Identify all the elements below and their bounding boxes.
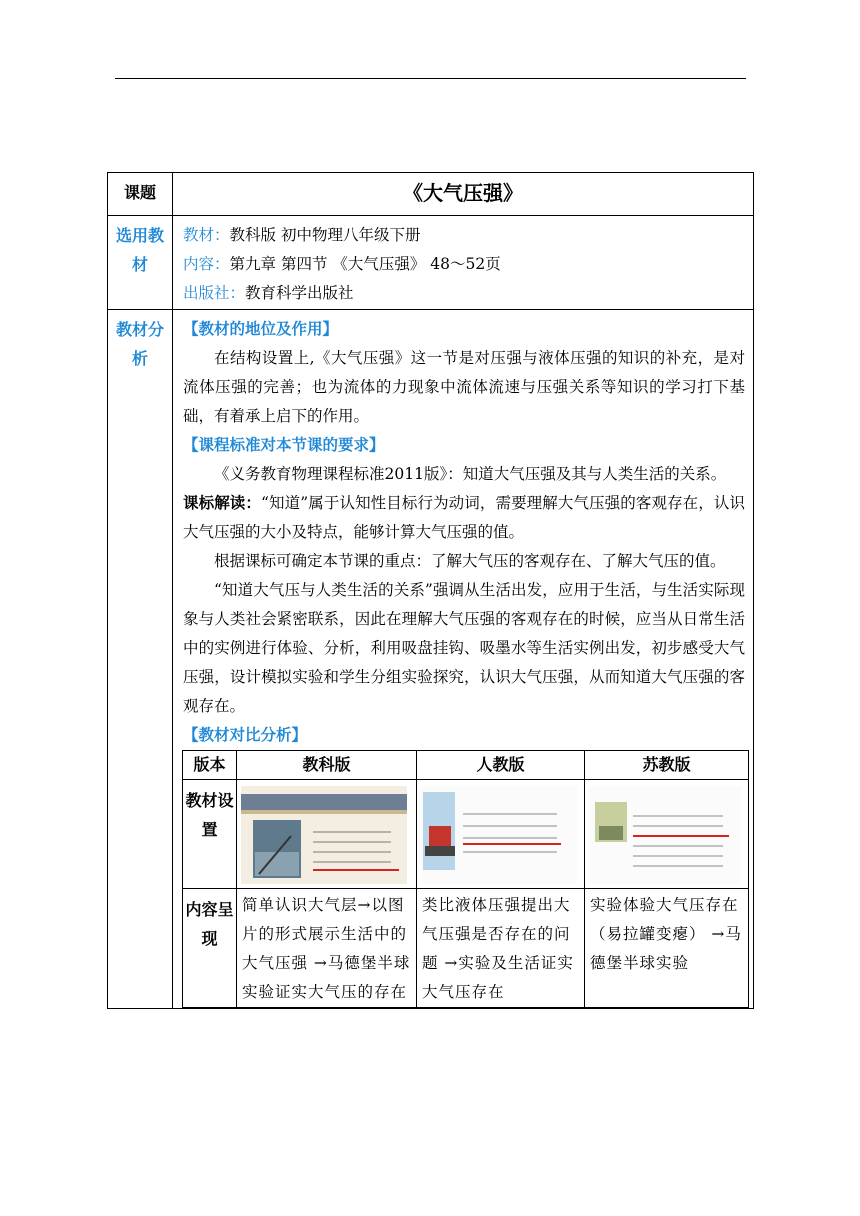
interpretation-text: “知道”属于认知性目标行为动词，需要理解大气压强的客观存在，认识大气压强的大小及特点，能够计算大气压强的值。 [183, 494, 745, 541]
focus-paragraph: 根据课标可确定本节课的重点：了解大气压的客观存在、了解大气压的值。 [214, 552, 726, 570]
compare-header-row [183, 751, 749, 780]
analysis-label: 教材分析 [108, 310, 173, 1009]
jiaoke-toc-image [237, 780, 417, 889]
publisher-value: 教育科学出版社 [245, 284, 354, 302]
lesson-plan-table [107, 172, 754, 1009]
material-row [108, 216, 754, 310]
topic-label: 课题 [108, 173, 173, 216]
compare-setup-row [183, 780, 749, 889]
content-value: 第九章 第四节 《大气压强》 48～52页 [229, 255, 501, 273]
standard-paragraph: 《义务教育物理课程标准2011版》：知道大气压强及其与人类生活的关系。 [214, 465, 727, 483]
header-rule [115, 78, 746, 79]
renjiao-toc-image [417, 780, 585, 889]
jiaoke-content: 简单认识大气层→以图片的形式展示生活中的大气压强 →马德堡半球实验证实大气压的存在 [237, 889, 417, 1008]
heading-role: 【教材的地位及作用】 [183, 320, 339, 338]
renjiao-content: 类比液体压强提出大气压强是否存在的问题 →实验及生活证实大气压存在 [417, 889, 585, 1008]
material-label: 选用教材 [108, 216, 173, 310]
material-content [173, 216, 754, 310]
publisher-label: 出版社： [183, 284, 246, 302]
analysis-content [173, 310, 754, 1009]
compare-header-version: 版本 [183, 751, 237, 780]
interpretation-paragraph [183, 489, 745, 547]
setup-label: 教材设置 [183, 780, 237, 889]
interpretation-label: 课标解读： [183, 494, 262, 512]
textbook-value: 教科版 初中物理八年级下册 [229, 226, 421, 244]
publisher-line [183, 279, 745, 308]
compare-content-row [183, 889, 749, 1008]
compare-header-jiaoke: 教科版 [237, 751, 417, 780]
compare-table [182, 750, 749, 1008]
textbook-line [183, 221, 745, 250]
compare-header-renjiao: 人教版 [417, 751, 585, 780]
compare-header-sujiao: 苏教版 [585, 751, 749, 780]
topic-row [108, 173, 754, 216]
heading-standard: 【课程标准对本节课的要求】 [183, 436, 385, 454]
role-paragraph: 在结构设置上,《大气压强》这一节是对压强与液体压强的知识的补充，是对流体压强的完善；也为流体的力现象中流体流速与压强关系等知识的学习打下基础，有着承上启下的作用。 [183, 349, 745, 425]
sujiao-toc-image [585, 780, 749, 889]
lesson-title: 《大气压强》 [173, 173, 754, 216]
content-label-cell: 内容呈现 [183, 889, 237, 1008]
life-paragraph: “知道大气压与人类生活的关系”强调从生活出发，应用于生活，与生活实际现象与人类社会紧密联系，因此在理解大气压强的客观存在的时候，应当从日常生活中的实例进行体验、分析，利用吸盘挂钩、吸墨水等生活实例出发，初步感受大气压强，设计模拟实验和学生分组实验探究，认识大气压强，从而知道大气压强的客观存在。 [183, 581, 745, 715]
heading-compare: 【教材对比分析】 [183, 726, 308, 744]
sujiao-content: 实验体验大气压存在（易拉罐变瘪） →马德堡半球实验 [585, 889, 749, 1008]
content-label: 内容： [183, 255, 230, 273]
content-line [183, 250, 745, 279]
analysis-row [108, 310, 754, 1009]
textbook-label: 教材： [183, 226, 230, 244]
